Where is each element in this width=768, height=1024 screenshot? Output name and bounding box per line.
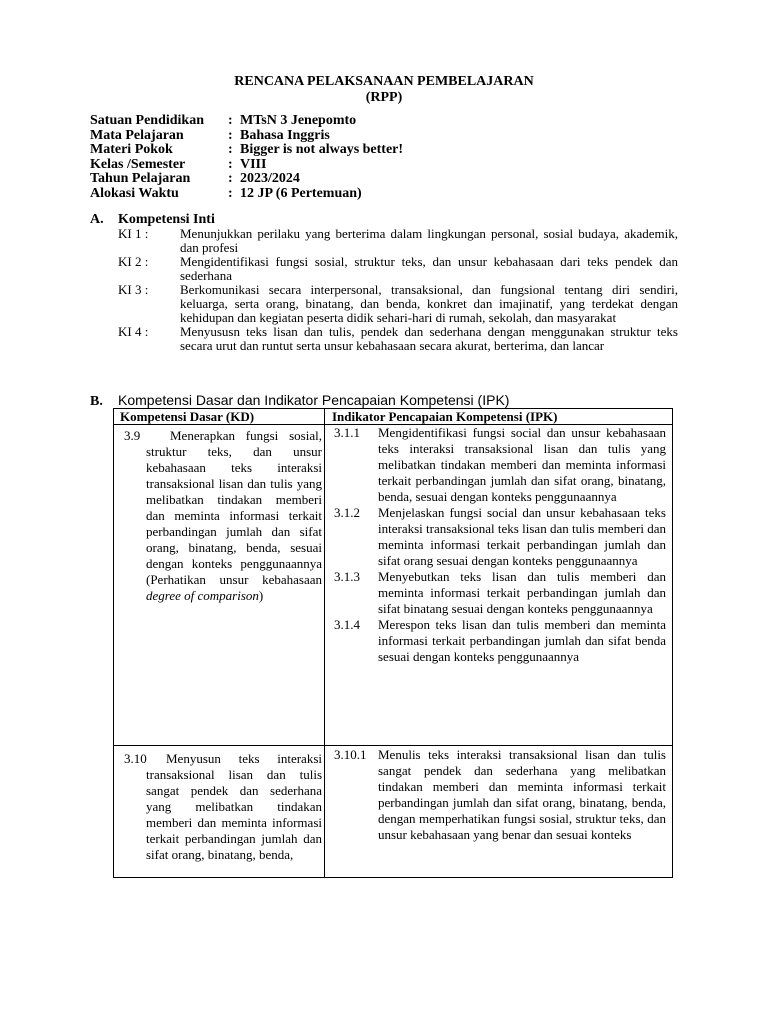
section-a-heading	[90, 212, 215, 227]
ipk-cell	[334, 425, 666, 665]
kd-text-italic: degree of comparison	[146, 588, 259, 603]
ki-item	[118, 227, 678, 255]
ki-item	[118, 283, 678, 325]
table-header-ipk: Indikator Pencapaian Kompetensi (IPK)	[332, 409, 558, 424]
table-column-divider	[324, 409, 325, 877]
ki-code: KI 3 :	[118, 282, 149, 297]
identity-value: Bahasa Inggris	[240, 127, 330, 143]
identity-row	[90, 172, 403, 187]
ipk-item	[334, 747, 666, 843]
ipk-item	[334, 505, 666, 569]
ipk-text: Mengidentifikasi fungsi social dan unsur kebahasaan teks interaksi transaksional lisan dan tulis yang melibatkan tindakan memberi dan meminta informasi terkait perbandingan jumlah dan sifat orang, binatang, benda, sesuai dengan konteks penggunaannya	[378, 425, 666, 504]
ipk-item	[334, 569, 666, 617]
document-title: RENCANA PELAKSANAAN PEMBELAJARAN	[234, 74, 534, 89]
ki-text: Menyususn teks lisan dan tulis, pendek dan sederhana dengan menggunakan struktur teks secara urut dan runtut serta unsur kebahasaan secara akurat, berterima, dan lancar	[180, 324, 678, 353]
table-header-kd: Kompetensi Dasar (KD)	[120, 409, 255, 424]
ipk-number: 3.1.1	[334, 425, 360, 440]
identity-colon: :	[228, 156, 233, 172]
identity-value: Bigger is not always better!	[240, 142, 404, 157]
identity-label: Mata Pelajaran	[90, 127, 184, 143]
identity-row	[90, 143, 403, 158]
identity-value: 2023/2024	[240, 171, 300, 186]
ipk-number: 3.10.1	[334, 747, 367, 762]
kd-text: Menyusun teks interaksi transaksional lisan dan tulis sangat pendek dan sederhana yang melibatkan tindakan memberi dan meminta informasi terkait perbandingan jumlah dan sifat orang, binatang, benda,	[146, 751, 322, 862]
ipk-number: 3.1.3	[334, 569, 360, 584]
ipk-item	[334, 617, 666, 665]
identity-table	[90, 114, 403, 201]
ipk-cell	[334, 747, 666, 843]
kd-number: 3.9	[124, 428, 141, 443]
ipk-text: Menjelaskan fungsi social dan unsur kebahasaan teks interaksi transaksional teks lisan dan tulis memberi dan meminta informasi terkait perbandingan jumlah dan sifat orang sesuai dengan konteks penggunaannya	[378, 505, 666, 568]
table-row-divider	[114, 745, 672, 746]
identity-label: Kelas /Semester	[90, 156, 186, 172]
ki-text: Berkomunikasi secara interpersonal, transaksional, dan fungsional tentang diri sendiri, keluarga, serta orang, binatang, dan benda, konkret dan imajinatif, yang terdekat dengan kehidupan dan kegiatan peserta didik sehari-hari di rumah, sekolah, dan masyarakat	[180, 282, 678, 325]
identity-colon: :	[228, 142, 233, 157]
identity-row	[90, 114, 403, 129]
identity-colon: :	[228, 171, 233, 186]
kd-text	[146, 428, 322, 604]
ipk-number: 3.1.2	[334, 505, 360, 520]
ipk-text: Merespon teks lisan dan tulis memberi dan meminta informasi terkait perbandingan jumlah dan sifat benda sesuai dengan konteks penggunaannya	[378, 617, 666, 664]
ki-code: KI 4 :	[118, 324, 149, 339]
ki-text: Menunjukkan perilaku yang berterima dalam lingkungan personal, sosial budaya, akademik, dan profesi	[180, 226, 678, 255]
ki-text: Mengidentifikasi fungsi sosial, struktur teks, dan unsur kebahasaan dari teks pendek dan sederhana	[180, 254, 678, 283]
identity-row	[90, 158, 403, 173]
identity-label: Tahun Pelajaran	[90, 171, 191, 186]
ki-list	[118, 227, 678, 353]
ki-code: KI 1 :	[118, 226, 149, 241]
ipk-number: 3.1.4	[334, 617, 360, 632]
ipk-text: Menulis teks interaksi transaksional lisan dan tulis sangat pendek dan sederhana yang melibatkan tindakan memberi dan meminta informasi terkait perbandingan jumlah dan sifat orang, binatang, benda, dengan memperhatikan fungsi sosial, struktur teks, dan unsur kebahasaan yang benar dan sesuai konteks	[378, 747, 666, 842]
identity-colon: :	[228, 127, 233, 143]
ki-code: KI 2 :	[118, 254, 149, 269]
section-a-letter: A.	[90, 212, 104, 227]
identity-label: Alokasi Waktu	[90, 185, 179, 201]
kd-text-main: Menerapkan fungsi sosial, struktur teks, dan unsur kebahasaan teks interaksi transaksional lisan dan tulis yang melibatkan tindakan memberi dan meminta informasi terkait perbandingan jumlah dan sifat orang, binatang, benda, sesuai dengan konteks penggunaannya (Perhatikan unsur kebahasaan	[146, 428, 322, 587]
identity-value: MTsN 3 Jenepomto	[240, 113, 357, 128]
identity-colon: :	[228, 185, 233, 201]
section-a-title: Kompetensi Inti	[118, 212, 215, 227]
identity-value: 12 JP (6 Pertemuan)	[240, 185, 362, 201]
identity-value: VIII	[240, 156, 267, 172]
kd-ipk-table	[113, 408, 673, 878]
ipk-item	[334, 425, 666, 505]
identity-label: Materi Pokok	[90, 142, 173, 157]
ipk-text: Menyebutkan teks lisan dan tulis memberi dan meminta informasi terkait perbandingan jumlah dan sifat binatang sesuai dengan konteks penggunaannya	[378, 569, 666, 616]
ki-item	[118, 325, 678, 353]
section-b-heading	[90, 393, 509, 409]
identity-row	[90, 129, 403, 144]
section-b-title: Kompetensi Dasar dan Indikator Pencapaian Kompetensi (IPK)	[118, 392, 510, 408]
kd-cell	[124, 751, 322, 863]
identity-label: Satuan Pendidikan	[90, 113, 204, 128]
kd-number: 3.10	[124, 751, 147, 766]
document-subtitle: (RPP)	[365, 90, 403, 105]
kd-cell	[124, 428, 322, 604]
section-b-letter: B.	[90, 394, 103, 409]
identity-colon: :	[228, 113, 233, 128]
kd-text-end: )	[258, 588, 264, 603]
identity-row	[90, 187, 403, 202]
ki-item	[118, 255, 678, 283]
